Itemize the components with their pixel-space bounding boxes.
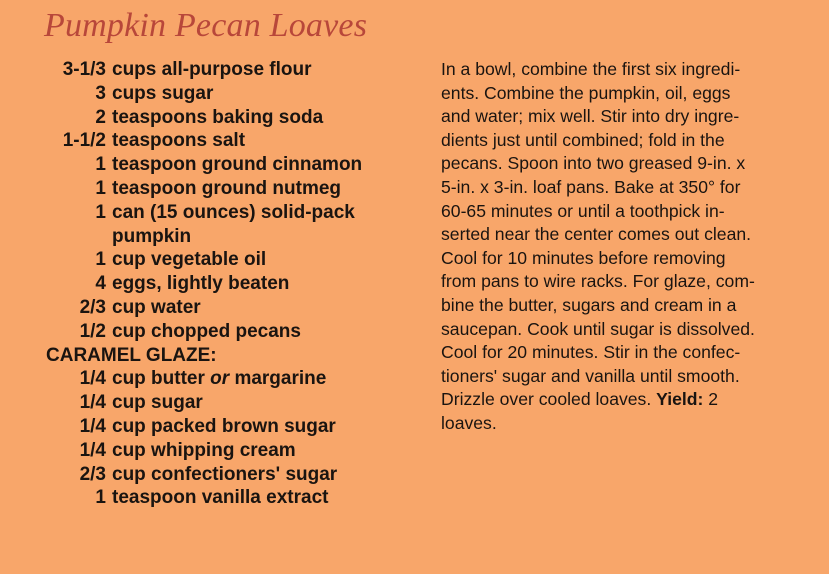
ingredient-qty: 1-1/2: [62, 130, 106, 152]
ingredient-row: [40, 463, 430, 487]
directions-line: and water; mix well. Stir into dry ingre-: [441, 106, 740, 127]
directions-line: Cool for 10 minutes before removing: [441, 247, 726, 268]
ingredient-qty: 1/4: [79, 392, 106, 414]
ingredient-item: cup packed brown sugar: [112, 415, 336, 437]
ingredient-row: [40, 367, 430, 391]
directions-line: serted near the center comes out clean.: [441, 224, 752, 245]
ingredient-qty: 1: [95, 177, 106, 199]
directions-line: Cool for 20 minutes. Stir in the confec-: [441, 342, 741, 363]
directions-line: ents. Combine the pumpkin, oil, eggs: [441, 82, 731, 103]
ingredient-row: [40, 201, 430, 225]
ingredient-row: [40, 296, 430, 320]
ingredient-row: [40, 177, 430, 201]
ingredient-list: [40, 58, 430, 510]
ingredient-qty: 2: [95, 106, 106, 128]
ingredient-row: [40, 439, 430, 463]
directions-line: saucepan. Cook until sugar is dissolved.: [441, 318, 755, 339]
ingredient-qty: 1/4: [79, 415, 106, 437]
directions-line: from pans to wire racks. For glaze, com-: [441, 271, 755, 292]
ingredient-qty: 2/3: [79, 463, 106, 485]
ingredient-row: [40, 248, 430, 272]
directions-line: bine the butter, sugars and cream in a: [441, 294, 737, 315]
ingredient-item: pumpkin: [112, 225, 192, 247]
ingredient-item: teaspoons salt: [112, 130, 246, 152]
glaze-heading: CARAMEL GLAZE:: [46, 344, 217, 366]
ingredient-row: [40, 272, 430, 296]
ingredient-item: teaspoon ground cinnamon: [112, 154, 363, 176]
yield-value: 2: [703, 389, 719, 410]
ingredient-row: [40, 106, 430, 130]
ingredient-item: eggs, lightly beaten: [112, 273, 290, 295]
directions-line: 5-in. x 3-in. loaf pans. Bake at 350° for: [441, 176, 741, 197]
ingredient-qty: 1: [95, 487, 106, 509]
directions-line: [441, 388, 821, 412]
ingredient-text: cup butter: [112, 368, 211, 390]
ingredient-row: [40, 320, 430, 344]
ingredient-qty: 1/4: [79, 439, 106, 461]
directions-text-segment: Drizzle over cooled loaves.: [441, 389, 657, 410]
ingredient-or: or: [210, 368, 230, 390]
recipe-title: Pumpkin Pecan Loaves: [44, 7, 368, 44]
ingredient-item: [106, 367, 326, 391]
ingredient-qty: 1/2: [79, 320, 106, 342]
ingredient-item: cup confectioners' sugar: [112, 463, 338, 485]
ingredient-item: teaspoon ground nutmeg: [112, 177, 342, 199]
directions-line: tioners' sugar and vanilla until smooth.: [441, 365, 740, 386]
ingredient-item: teaspoon vanilla extract: [112, 487, 329, 509]
directions-line: pecans. Spoon into two greased 9-in. x: [441, 153, 746, 174]
ingredient-row: [40, 391, 430, 415]
ingredient-row: [40, 82, 430, 106]
directions-line: 60-65 minutes or until a toothpick in-: [441, 200, 725, 221]
ingredient-item: cups all-purpose flour: [112, 59, 312, 80]
ingredient-qty: 3: [95, 82, 106, 104]
ingredient-qty: 4: [95, 273, 106, 295]
directions-line: In a bowl, combine the first six ingredi-: [441, 59, 741, 79]
ingredient-qty: 1: [95, 201, 106, 223]
directions-text: [441, 58, 821, 436]
ingredient-row: [40, 486, 430, 510]
ingredient-item: teaspoons baking soda: [112, 106, 324, 128]
ingredient-qty: 3-1/3: [62, 59, 106, 80]
directions-line: dients just until combined; fold in the: [441, 129, 725, 150]
ingredient-qty: 1/4: [79, 368, 106, 390]
ingredient-item: cups sugar: [112, 82, 214, 104]
ingredient-item: cup chopped pecans: [112, 320, 301, 342]
ingredient-item: cup vegetable oil: [112, 249, 267, 271]
ingredient-item: cup whipping cream: [112, 439, 296, 461]
ingredient-item: cup water: [112, 296, 201, 318]
directions-line: loaves.: [441, 412, 497, 433]
ingredient-qty: 2/3: [79, 296, 106, 318]
ingredient-row: [40, 129, 430, 153]
ingredient-item: cup sugar: [112, 392, 203, 414]
ingredient-text: margarine: [229, 368, 327, 390]
yield-label: Yield:: [656, 389, 704, 410]
ingredient-qty: 1: [95, 154, 106, 176]
ingredient-item: can (15 ounces) solid-pack: [112, 201, 355, 223]
ingredient-row: [40, 58, 430, 82]
ingredient-row: [40, 225, 430, 249]
ingredient-row: [40, 415, 430, 439]
ingredient-row: [40, 153, 430, 177]
ingredient-qty: 1: [95, 249, 106, 271]
